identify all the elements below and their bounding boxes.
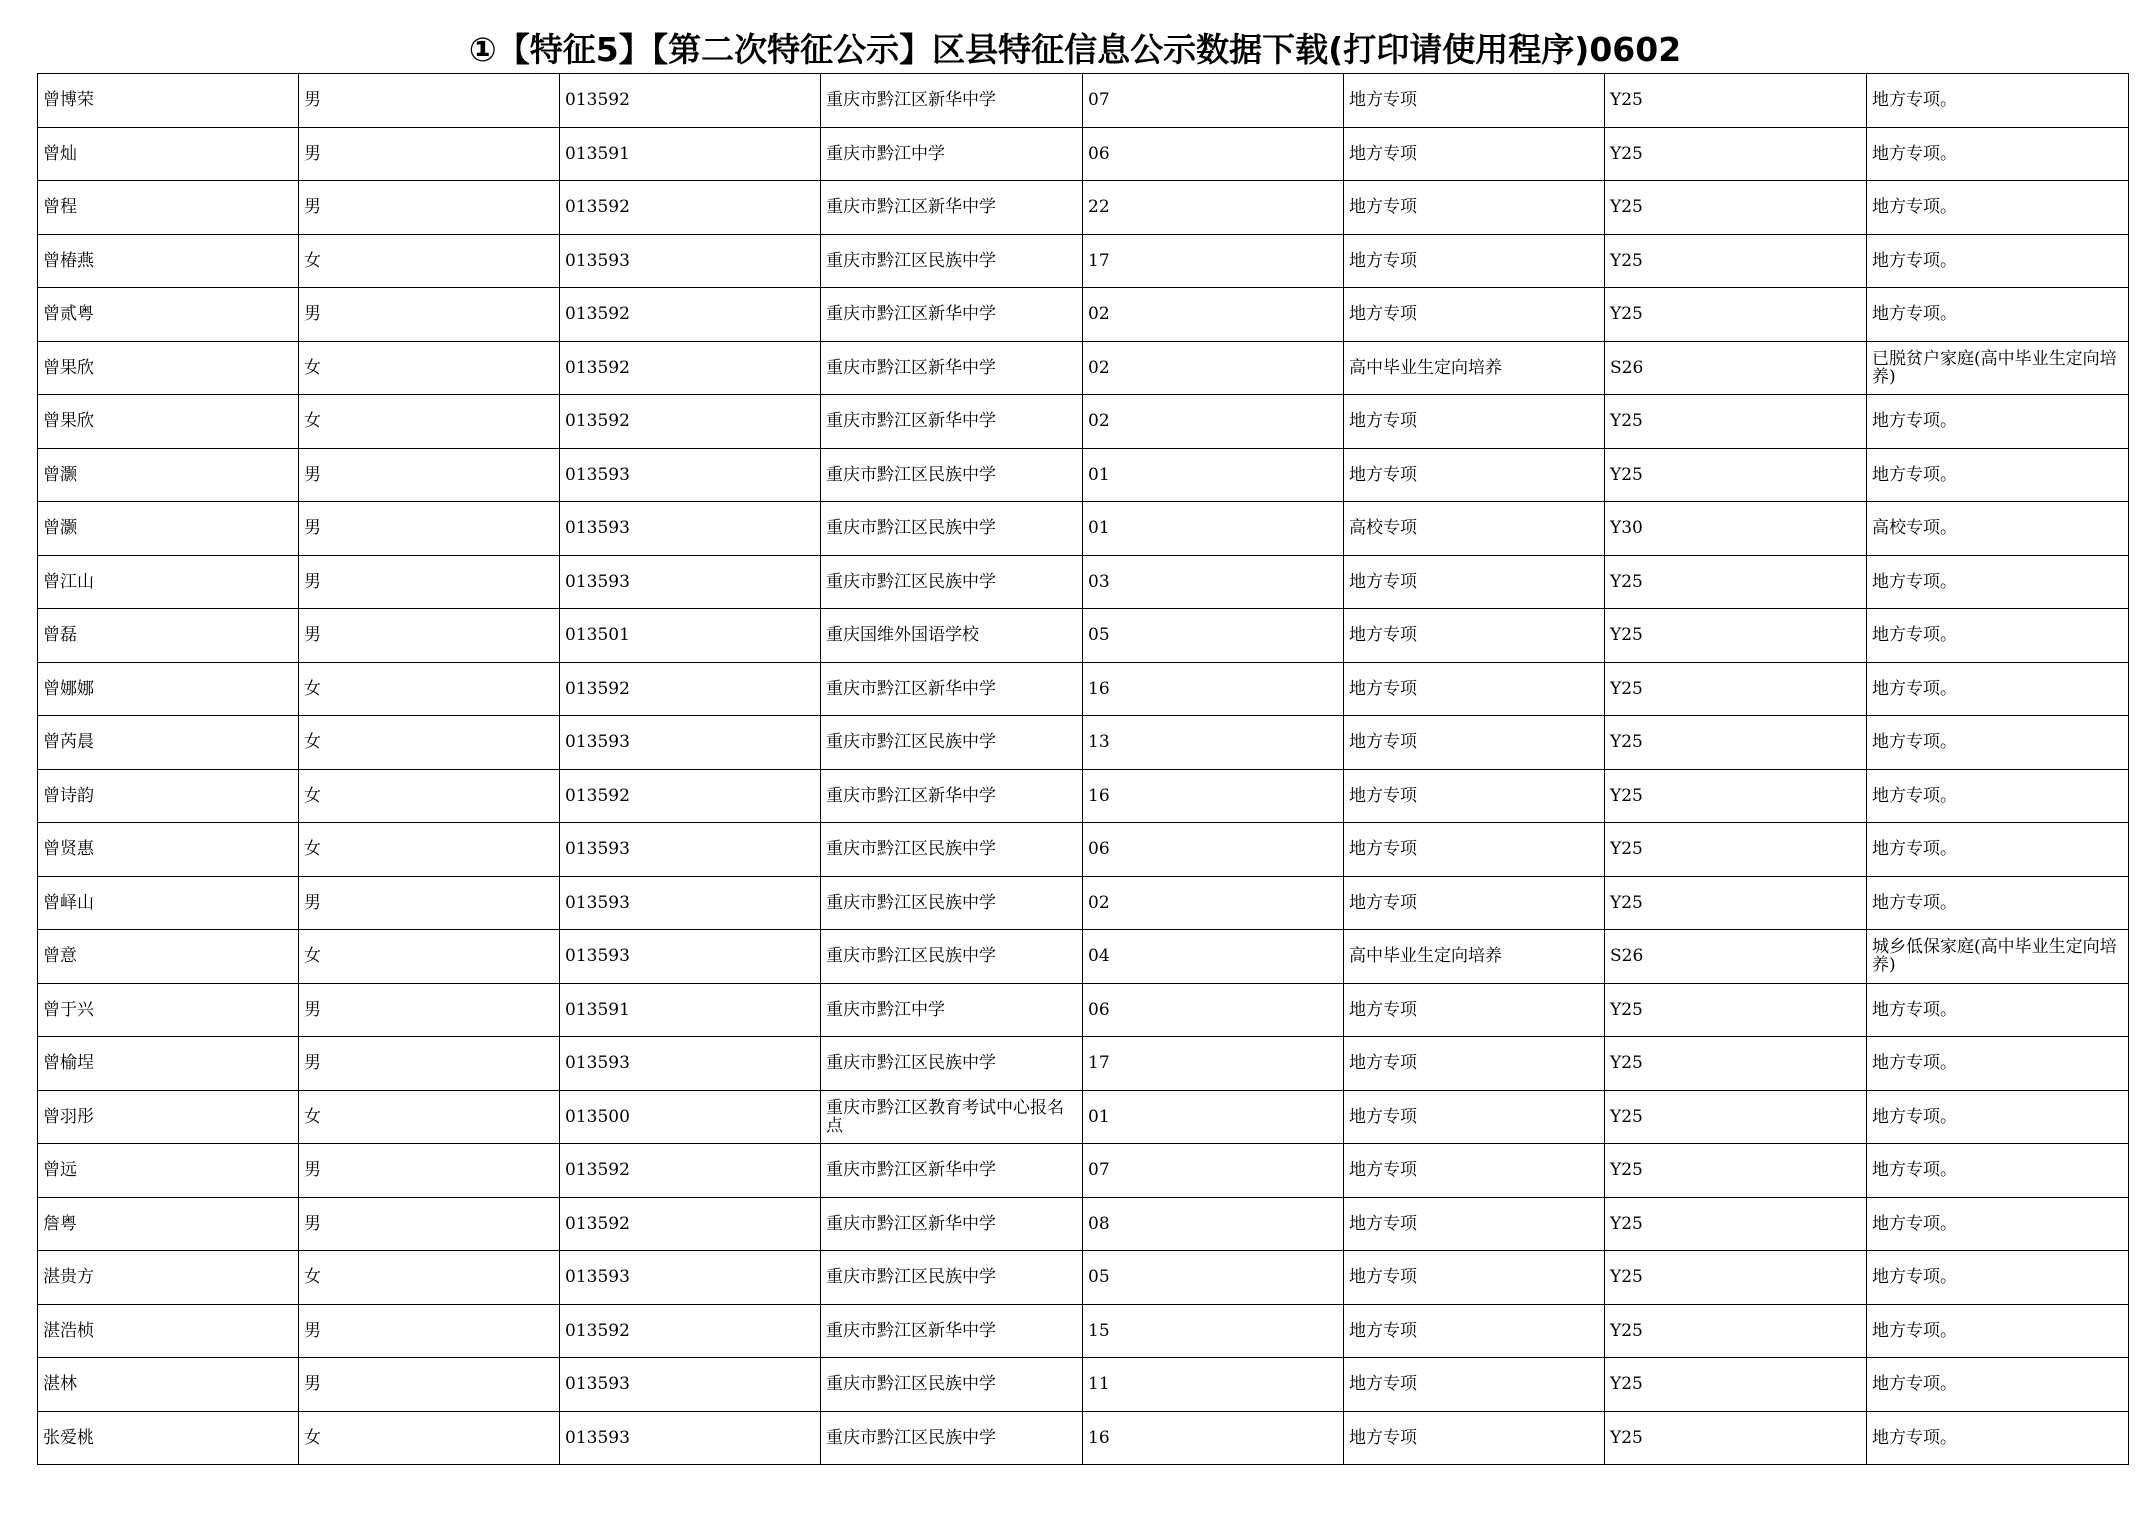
remark-cell: 地方专项。 — [1867, 555, 2129, 609]
code-cell: 013501 — [560, 609, 821, 663]
code-cell: 013593 — [560, 930, 821, 984]
table-row — [38, 502, 2129, 556]
school-cell: 重庆市黔江区民族中学 — [821, 876, 1083, 930]
table-row — [38, 1037, 2129, 1091]
category-cell: 地方专项 — [1344, 1251, 1605, 1305]
table-row — [38, 395, 2129, 449]
code-cell: 013592 — [560, 1304, 821, 1358]
type-code-cell: Y25 — [1605, 1411, 1867, 1465]
gender-cell: 男 — [299, 1304, 560, 1358]
remark-cell: 地方专项。 — [1867, 823, 2129, 877]
school-cell: 重庆市黔江区民族中学 — [821, 716, 1083, 770]
remark-cell: 城乡低保家庭(高中毕业生定向培养) — [1867, 930, 2129, 984]
class-number-cell: 13 — [1083, 716, 1344, 770]
category-cell: 地方专项 — [1344, 769, 1605, 823]
gender-cell: 女 — [299, 1411, 560, 1465]
gender-cell: 男 — [299, 448, 560, 502]
gender-cell: 男 — [299, 1197, 560, 1251]
category-cell: 地方专项 — [1344, 1358, 1605, 1412]
school-cell: 重庆市黔江区民族中学 — [821, 502, 1083, 556]
name-cell: 曾灏 — [38, 448, 299, 502]
name-cell: 湛贵方 — [38, 1251, 299, 1305]
category-cell: 高中毕业生定向培养 — [1344, 930, 1605, 984]
school-cell: 重庆市黔江区新华中学 — [821, 395, 1083, 449]
category-cell: 地方专项 — [1344, 1090, 1605, 1144]
name-cell: 曾江山 — [38, 555, 299, 609]
category-cell: 地方专项 — [1344, 181, 1605, 235]
table-row — [38, 127, 2129, 181]
name-cell: 曾博荣 — [38, 74, 299, 128]
gender-cell: 男 — [299, 502, 560, 556]
type-code-cell: Y25 — [1605, 716, 1867, 770]
school-cell: 重庆市黔江区教育考试中心报名点 — [821, 1090, 1083, 1144]
category-cell: 地方专项 — [1344, 127, 1605, 181]
gender-cell: 男 — [299, 876, 560, 930]
category-cell: 地方专项 — [1344, 983, 1605, 1037]
table-row — [38, 181, 2129, 235]
table-row — [38, 876, 2129, 930]
name-cell: 曾程 — [38, 181, 299, 235]
code-cell: 013593 — [560, 234, 821, 288]
code-cell: 013593 — [560, 502, 821, 556]
name-cell: 曾远 — [38, 1144, 299, 1198]
table-row — [38, 448, 2129, 502]
category-cell: 地方专项 — [1344, 823, 1605, 877]
table-row — [38, 983, 2129, 1037]
code-cell: 013592 — [560, 769, 821, 823]
name-cell: 曾灿 — [38, 127, 299, 181]
code-cell: 013593 — [560, 1037, 821, 1091]
category-cell: 地方专项 — [1344, 234, 1605, 288]
category-cell: 地方专项 — [1344, 1144, 1605, 1198]
type-code-cell: Y25 — [1605, 769, 1867, 823]
table-row — [38, 662, 2129, 716]
name-cell: 曾果欣 — [38, 395, 299, 449]
class-number-cell: 17 — [1083, 234, 1344, 288]
gender-cell: 男 — [299, 609, 560, 663]
school-cell: 重庆市黔江区民族中学 — [821, 1358, 1083, 1412]
category-cell: 地方专项 — [1344, 288, 1605, 342]
name-cell: 曾贰粤 — [38, 288, 299, 342]
name-cell: 湛林 — [38, 1358, 299, 1412]
type-code-cell: Y30 — [1605, 502, 1867, 556]
name-cell: 曾榆埕 — [38, 1037, 299, 1091]
gender-cell: 男 — [299, 74, 560, 128]
class-number-cell: 05 — [1083, 609, 1344, 663]
gender-cell: 男 — [299, 983, 560, 1037]
class-number-cell: 05 — [1083, 1251, 1344, 1305]
type-code-cell: Y25 — [1605, 234, 1867, 288]
code-cell: 013593 — [560, 555, 821, 609]
category-cell: 地方专项 — [1344, 395, 1605, 449]
code-cell: 013592 — [560, 181, 821, 235]
type-code-cell: Y25 — [1605, 1197, 1867, 1251]
school-cell: 重庆国维外国语学校 — [821, 609, 1083, 663]
type-code-cell: Y25 — [1605, 1251, 1867, 1305]
category-cell: 高中毕业生定向培养 — [1344, 341, 1605, 395]
table-row — [38, 716, 2129, 770]
code-cell: 013592 — [560, 288, 821, 342]
category-cell: 高校专项 — [1344, 502, 1605, 556]
school-cell: 重庆市黔江区民族中学 — [821, 234, 1083, 288]
class-number-cell: 22 — [1083, 181, 1344, 235]
type-code-cell: Y25 — [1605, 448, 1867, 502]
school-cell: 重庆市黔江区新华中学 — [821, 288, 1083, 342]
type-code-cell: Y25 — [1605, 395, 1867, 449]
category-cell: 地方专项 — [1344, 1304, 1605, 1358]
table-row — [38, 769, 2129, 823]
school-cell: 重庆市黔江区新华中学 — [821, 662, 1083, 716]
table-row — [38, 1411, 2129, 1465]
remark-cell: 地方专项。 — [1867, 662, 2129, 716]
name-cell: 张爱桃 — [38, 1411, 299, 1465]
school-cell: 重庆市黔江区民族中学 — [821, 1411, 1083, 1465]
class-number-cell: 16 — [1083, 1411, 1344, 1465]
class-number-cell: 06 — [1083, 127, 1344, 181]
type-code-cell: S26 — [1605, 930, 1867, 984]
name-cell: 曾椿燕 — [38, 234, 299, 288]
class-number-cell: 08 — [1083, 1197, 1344, 1251]
gender-cell: 女 — [299, 662, 560, 716]
gender-cell: 女 — [299, 823, 560, 877]
class-number-cell: 04 — [1083, 930, 1344, 984]
remark-cell: 地方专项。 — [1867, 1090, 2129, 1144]
name-cell: 湛浩桢 — [38, 1304, 299, 1358]
name-cell: 曾果欣 — [38, 341, 299, 395]
table-row — [38, 1304, 2129, 1358]
remark-cell: 地方专项。 — [1867, 1251, 2129, 1305]
school-cell: 重庆市黔江区新华中学 — [821, 769, 1083, 823]
gender-cell: 男 — [299, 1037, 560, 1091]
class-number-cell: 02 — [1083, 341, 1344, 395]
table-row — [38, 609, 2129, 663]
category-cell: 地方专项 — [1344, 716, 1605, 770]
gender-cell: 女 — [299, 1251, 560, 1305]
category-cell: 地方专项 — [1344, 555, 1605, 609]
class-number-cell: 11 — [1083, 1358, 1344, 1412]
code-cell: 013593 — [560, 876, 821, 930]
school-cell: 重庆市黔江区新华中学 — [821, 74, 1083, 128]
name-cell: 曾芮晨 — [38, 716, 299, 770]
class-number-cell: 03 — [1083, 555, 1344, 609]
class-number-cell: 17 — [1083, 1037, 1344, 1091]
gender-cell: 女 — [299, 341, 560, 395]
remark-cell: 地方专项。 — [1867, 1304, 2129, 1358]
class-number-cell: 01 — [1083, 448, 1344, 502]
code-cell: 013500 — [560, 1090, 821, 1144]
type-code-cell: Y25 — [1605, 1037, 1867, 1091]
name-cell: 曾灏 — [38, 502, 299, 556]
school-cell: 重庆市黔江中学 — [821, 983, 1083, 1037]
code-cell: 013592 — [560, 395, 821, 449]
code-cell: 013592 — [560, 1144, 821, 1198]
table-row — [38, 288, 2129, 342]
type-code-cell: Y25 — [1605, 876, 1867, 930]
code-cell: 013591 — [560, 983, 821, 1037]
type-code-cell: Y25 — [1605, 662, 1867, 716]
school-cell: 重庆市黔江区民族中学 — [821, 1037, 1083, 1091]
name-cell: 曾诗韵 — [38, 769, 299, 823]
code-cell: 013592 — [560, 662, 821, 716]
table-row — [38, 74, 2129, 128]
remark-cell: 地方专项。 — [1867, 448, 2129, 502]
type-code-cell: Y25 — [1605, 823, 1867, 877]
class-number-cell: 02 — [1083, 395, 1344, 449]
name-cell: 曾意 — [38, 930, 299, 984]
gender-cell: 女 — [299, 930, 560, 984]
remark-cell: 地方专项。 — [1867, 1411, 2129, 1465]
code-cell: 013593 — [560, 1411, 821, 1465]
table-row — [38, 1144, 2129, 1198]
gender-cell: 男 — [299, 1358, 560, 1412]
type-code-cell: Y25 — [1605, 1144, 1867, 1198]
category-cell: 地方专项 — [1344, 1197, 1605, 1251]
remark-cell: 地方专项。 — [1867, 288, 2129, 342]
school-cell: 重庆市黔江区新华中学 — [821, 1304, 1083, 1358]
page-title: ①【特征5】【第二次特征公示】区县特征信息公示数据下载(打印请使用程序)0602 — [468, 30, 1682, 69]
gender-cell: 男 — [299, 181, 560, 235]
school-cell: 重庆市黔江区新华中学 — [821, 1144, 1083, 1198]
class-number-cell: 02 — [1083, 288, 1344, 342]
class-number-cell: 07 — [1083, 1144, 1344, 1198]
table-row — [38, 1358, 2129, 1412]
roster-table — [37, 73, 2129, 1465]
table-row — [38, 555, 2129, 609]
category-cell: 地方专项 — [1344, 876, 1605, 930]
gender-cell: 男 — [299, 127, 560, 181]
table-row — [38, 341, 2129, 395]
table-row — [38, 234, 2129, 288]
code-cell: 013593 — [560, 823, 821, 877]
code-cell: 013592 — [560, 74, 821, 128]
table-row — [38, 823, 2129, 877]
table-row — [38, 1251, 2129, 1305]
type-code-cell: Y25 — [1605, 74, 1867, 128]
remark-cell: 地方专项。 — [1867, 876, 2129, 930]
class-number-cell: 06 — [1083, 823, 1344, 877]
school-cell: 重庆市黔江区新华中学 — [821, 181, 1083, 235]
school-cell: 重庆市黔江区新华中学 — [821, 1197, 1083, 1251]
school-cell: 重庆市黔江区民族中学 — [821, 823, 1083, 877]
gender-cell: 女 — [299, 1090, 560, 1144]
class-number-cell: 06 — [1083, 983, 1344, 1037]
gender-cell: 女 — [299, 395, 560, 449]
type-code-cell: Y25 — [1605, 1090, 1867, 1144]
type-code-cell: Y25 — [1605, 288, 1867, 342]
remark-cell: 地方专项。 — [1867, 74, 2129, 128]
type-code-cell: Y25 — [1605, 983, 1867, 1037]
class-number-cell: 16 — [1083, 769, 1344, 823]
school-cell: 重庆市黔江中学 — [821, 127, 1083, 181]
class-number-cell: 15 — [1083, 1304, 1344, 1358]
remark-cell: 已脱贫户家庭(高中毕业生定向培养) — [1867, 341, 2129, 395]
type-code-cell: Y25 — [1605, 1358, 1867, 1412]
remark-cell: 地方专项。 — [1867, 983, 2129, 1037]
gender-cell: 男 — [299, 288, 560, 342]
category-cell: 地方专项 — [1344, 448, 1605, 502]
type-code-cell: Y25 — [1605, 181, 1867, 235]
remark-cell: 地方专项。 — [1867, 609, 2129, 663]
name-cell: 詹粤 — [38, 1197, 299, 1251]
code-cell: 013593 — [560, 716, 821, 770]
gender-cell: 男 — [299, 555, 560, 609]
remark-cell: 高校专项。 — [1867, 502, 2129, 556]
gender-cell: 女 — [299, 716, 560, 770]
remark-cell: 地方专项。 — [1867, 769, 2129, 823]
category-cell: 地方专项 — [1344, 1411, 1605, 1465]
gender-cell: 男 — [299, 1144, 560, 1198]
school-cell: 重庆市黔江区民族中学 — [821, 555, 1083, 609]
type-code-cell: S26 — [1605, 341, 1867, 395]
remark-cell: 地方专项。 — [1867, 181, 2129, 235]
remark-cell: 地方专项。 — [1867, 234, 2129, 288]
name-cell: 曾贤惠 — [38, 823, 299, 877]
table-row — [38, 1197, 2129, 1251]
class-number-cell: 16 — [1083, 662, 1344, 716]
table-row — [38, 1090, 2129, 1144]
name-cell: 曾娜娜 — [38, 662, 299, 716]
table-row — [38, 930, 2129, 984]
gender-cell: 女 — [299, 769, 560, 823]
school-cell: 重庆市黔江区民族中学 — [821, 448, 1083, 502]
gender-cell: 女 — [299, 234, 560, 288]
code-cell: 013591 — [560, 127, 821, 181]
code-cell: 013593 — [560, 448, 821, 502]
category-cell: 地方专项 — [1344, 662, 1605, 716]
name-cell: 曾峄山 — [38, 876, 299, 930]
code-cell: 013592 — [560, 341, 821, 395]
class-number-cell: 07 — [1083, 74, 1344, 128]
type-code-cell: Y25 — [1605, 609, 1867, 663]
school-cell: 重庆市黔江区民族中学 — [821, 1251, 1083, 1305]
remark-cell: 地方专项。 — [1867, 716, 2129, 770]
type-code-cell: Y25 — [1605, 1304, 1867, 1358]
remark-cell: 地方专项。 — [1867, 395, 2129, 449]
class-number-cell: 01 — [1083, 502, 1344, 556]
remark-cell: 地方专项。 — [1867, 1197, 2129, 1251]
remark-cell: 地方专项。 — [1867, 1037, 2129, 1091]
type-code-cell: Y25 — [1605, 127, 1867, 181]
class-number-cell: 01 — [1083, 1090, 1344, 1144]
name-cell: 曾于兴 — [38, 983, 299, 1037]
name-cell: 曾羽彤 — [38, 1090, 299, 1144]
school-cell: 重庆市黔江区民族中学 — [821, 930, 1083, 984]
code-cell: 013593 — [560, 1251, 821, 1305]
category-cell: 地方专项 — [1344, 74, 1605, 128]
code-cell: 013593 — [560, 1358, 821, 1412]
school-cell: 重庆市黔江区新华中学 — [821, 341, 1083, 395]
category-cell: 地方专项 — [1344, 1037, 1605, 1091]
category-cell: 地方专项 — [1344, 609, 1605, 663]
remark-cell: 地方专项。 — [1867, 1358, 2129, 1412]
type-code-cell: Y25 — [1605, 555, 1867, 609]
name-cell: 曾磊 — [38, 609, 299, 663]
roster-body — [38, 74, 2129, 1465]
code-cell: 013592 — [560, 1197, 821, 1251]
class-number-cell: 02 — [1083, 876, 1344, 930]
remark-cell: 地方专项。 — [1867, 1144, 2129, 1198]
remark-cell: 地方专项。 — [1867, 127, 2129, 181]
